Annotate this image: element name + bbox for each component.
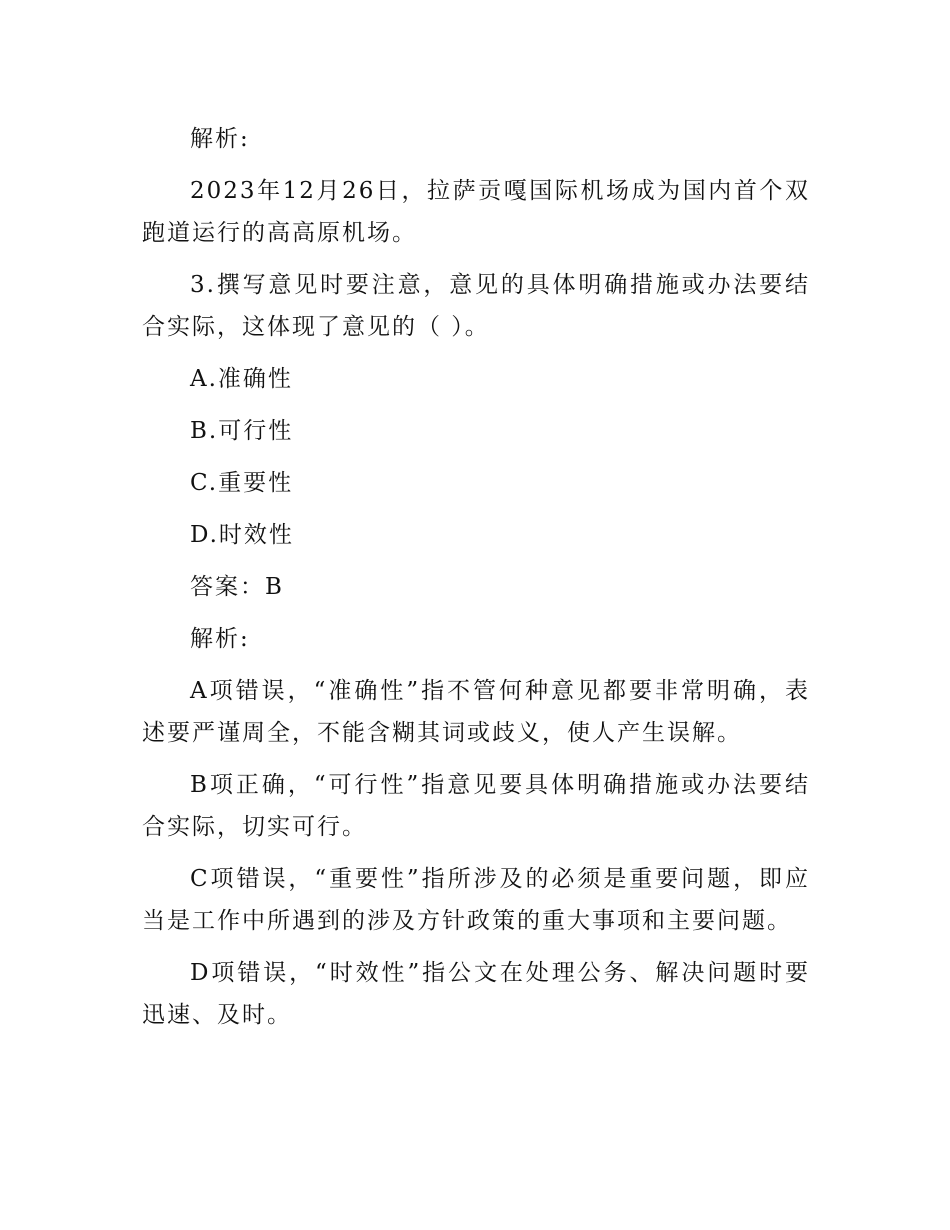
analysis-option-b: B项正确，“可行性”指意见要具体明确措施或办法要结合实际，切实可行。 [142,772,810,840]
analysis-option-a: A项错误，“准确性”指不管何种意见都要非常明确，表述要严谨周全，不能含糊其词或歧义，使人产生误解。 [142,678,810,746]
option-b: B.可行性 [190,418,294,444]
option-d: D.时效性 [190,522,294,548]
answer-line: 答案：B [190,574,284,600]
analysis-heading-2: 解析: [190,626,250,652]
analysis-heading-1: 解析: [190,126,250,152]
analysis-text-airport: 2023年12月26日，拉萨贡嘎国际机场成为国内首个双跑道运行的高高原机场。 [142,178,810,246]
option-c: C.重要性 [190,470,294,496]
document-body [142,118,810,1046]
analysis-option-d: D项错误，“时效性”指公文在处理公务、解决问题时要迅速、及时。 [142,960,810,1028]
analysis-option-c: C项错误，“重要性”指所涉及的必须是重要问题，即应当是工作中所遇到的涉及方针政策的重大事项和主要问题。 [142,866,810,934]
option-a: A.准确性 [190,366,293,392]
question-3-stem: 3.撰写意见时要注意，意见的具体明确措施或办法要结合实际，这体现了意见的（ ）。 [142,272,810,340]
